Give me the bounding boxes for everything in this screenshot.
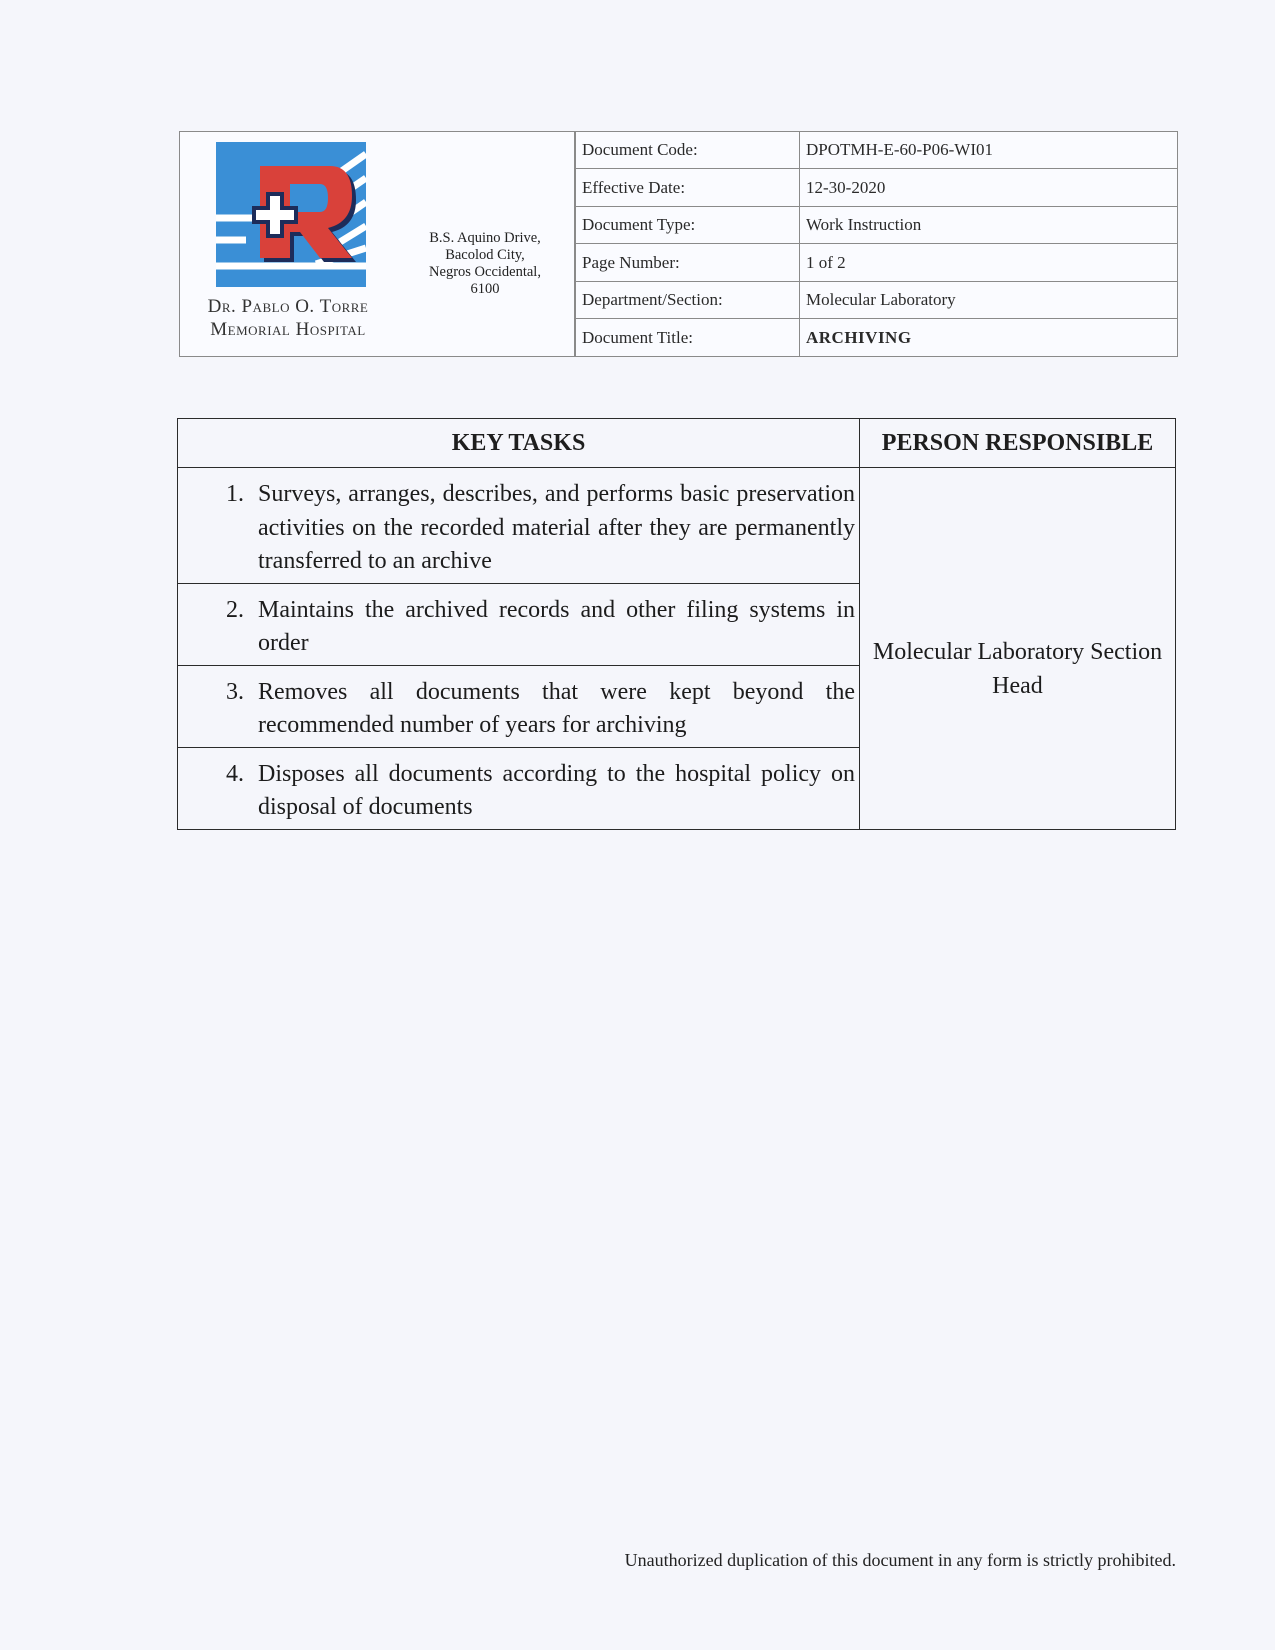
info-label: Department/Section: — [576, 281, 800, 319]
info-label: Page Number: — [576, 244, 800, 282]
hospital-name — [180, 295, 396, 341]
task-text: Removes all documents that were kept beyond the recommended number of years for archiving — [258, 678, 855, 738]
info-row-title — [576, 319, 1178, 356]
task-text: Maintains the archived records and other filing systems in order — [258, 596, 855, 656]
task-number: 3. — [226, 678, 244, 705]
person-responsible: Molecular Laboratory Section Head — [860, 468, 1176, 830]
info-label: Document Title: — [576, 319, 800, 356]
address-line3: Negros Occidental, — [429, 264, 541, 280]
task-cell — [178, 583, 860, 665]
task-cell — [178, 665, 860, 747]
info-value: Work Instruction — [800, 206, 1178, 244]
info-label: Document Type: — [576, 206, 800, 244]
key-tasks-header: KEY TASKS — [178, 419, 860, 468]
task-number: 2. — [226, 596, 244, 623]
info-row-date — [576, 169, 1178, 207]
hospital-logo-icon — [216, 142, 372, 292]
task-text: Disposes all documents according to the hospital policy on disposal of documents — [258, 760, 855, 820]
info-row-code — [576, 132, 1178, 169]
document-info-table — [575, 132, 1177, 356]
document-header — [179, 131, 1178, 357]
info-row-page — [576, 244, 1178, 282]
hospital-name-line2: Memorial Hospital — [210, 319, 366, 340]
info-label: Effective Date: — [576, 169, 800, 207]
address-line4: 6100 — [470, 281, 500, 297]
info-value: 1 of 2 — [800, 244, 1178, 282]
info-value: 12-30-2020 — [800, 169, 1178, 207]
hospital-logo-cell — [180, 132, 396, 356]
tasks-header-row — [178, 419, 1176, 468]
task-row — [178, 468, 1176, 584]
task-cell — [178, 747, 860, 829]
person-responsible-header: PERSON RESPONSIBLE — [860, 419, 1176, 468]
footer-notice: Unauthorized duplication of this document in any form is strictly prohibited. — [624, 1550, 1176, 1570]
info-value: Molecular Laboratory — [800, 281, 1178, 319]
info-value: DPOTMH-E-60-P06-WI01 — [800, 132, 1178, 169]
hospital-name-line1: Dr. Pablo O. Torre — [207, 296, 369, 317]
info-row-department — [576, 281, 1178, 319]
key-tasks-table — [177, 418, 1176, 830]
document-title-value: ARCHIVING — [800, 319, 1178, 356]
task-number: 4. — [226, 760, 244, 787]
address-line1: B.S. Aquino Drive, — [429, 230, 541, 246]
task-cell — [178, 468, 860, 584]
hospital-address — [429, 190, 541, 298]
info-label: Document Code: — [576, 132, 800, 169]
address-line2: Bacolod City, — [445, 247, 525, 263]
task-number: 1. — [226, 481, 244, 507]
info-row-type — [576, 206, 1178, 244]
hospital-address-cell — [396, 132, 575, 356]
task-text: Surveys, arranges, describes, and performs basic preservation activities on the recorded material after they are permanently transferred to an archive — [258, 481, 855, 574]
